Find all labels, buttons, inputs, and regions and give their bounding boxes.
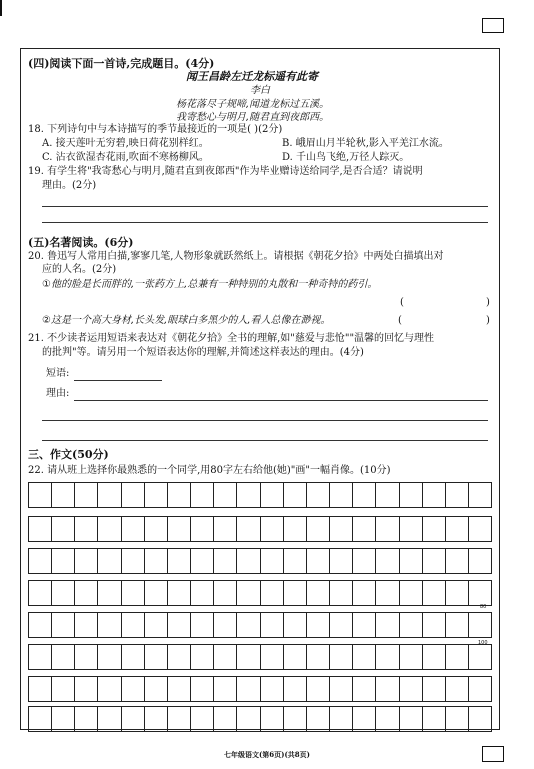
- grid-cell[interactable]: [423, 549, 446, 573]
- grid-cell[interactable]: [52, 707, 75, 731]
- grid-cell[interactable]: [261, 645, 284, 669]
- grid-cell[interactable]: [168, 707, 191, 731]
- grid-cell[interactable]: [98, 613, 121, 637]
- grid-cell[interactable]: [168, 581, 191, 605]
- grid-cell[interactable]: [52, 677, 75, 701]
- grid-cell[interactable]: [400, 581, 423, 605]
- grid-cell[interactable]: [446, 549, 469, 573]
- left-edge-mark: [0, 0, 2, 16]
- grid-cell[interactable]: [214, 517, 237, 541]
- grid-row: [28, 548, 492, 574]
- grid-row: [28, 644, 492, 670]
- grid-cell[interactable]: [122, 581, 145, 605]
- grid-cell[interactable]: [469, 707, 491, 731]
- q18-option-c: C. 沾衣欲湿杏花雨,吹面不寒杨柳风。: [42, 152, 209, 163]
- q21-reason-line-1[interactable]: [74, 400, 488, 401]
- grid-cell[interactable]: [75, 483, 98, 507]
- q20-stem-line1: 20. 鲁迅写人常用白描,寥寥几笔,人物形象就跃然纸上。请根据《朝花夕拾》中两处白描填出对: [28, 251, 444, 262]
- grid-cell[interactable]: [376, 677, 399, 701]
- grid-cell[interactable]: [29, 677, 52, 701]
- grid-cell[interactable]: [52, 613, 75, 637]
- grid-cell[interactable]: [214, 483, 237, 507]
- grid-cell[interactable]: [469, 645, 491, 669]
- grid-cell[interactable]: [122, 613, 145, 637]
- grid-cell[interactable]: [29, 645, 52, 669]
- grid-cell[interactable]: [214, 677, 237, 701]
- grid-cell[interactable]: [122, 677, 145, 701]
- grid-cell[interactable]: [98, 483, 121, 507]
- grid-cell[interactable]: [261, 677, 284, 701]
- grid-row: [28, 706, 492, 732]
- q18-option-b: B. 峨眉山月半轮秋,影入平羌江水流。: [282, 138, 449, 149]
- grid-cell[interactable]: [122, 645, 145, 669]
- grid-cell[interactable]: [145, 581, 168, 605]
- q21-stem-line2: 的批判"等。请另用一个短语表达你的理解,并简述这样表达的理由。(4分): [42, 347, 364, 358]
- grid-cell[interactable]: [191, 613, 214, 637]
- grid-cell[interactable]: [469, 483, 491, 507]
- q19-stem-line2: 理由。(2分): [42, 180, 97, 191]
- grid-cell[interactable]: [122, 517, 145, 541]
- grid-cell[interactable]: [307, 707, 330, 731]
- grid-cell[interactable]: [52, 549, 75, 573]
- grid-cell[interactable]: [191, 645, 214, 669]
- grid-cell[interactable]: [307, 581, 330, 605]
- grid-cell[interactable]: [237, 581, 260, 605]
- grid-cell[interactable]: [307, 645, 330, 669]
- grid-cell[interactable]: [284, 581, 307, 605]
- grid-cell[interactable]: [446, 707, 469, 731]
- grid-cell[interactable]: [214, 549, 237, 573]
- grid-cell[interactable]: [469, 549, 491, 573]
- poem-title: 闻王昌龄左迁龙标遥有此寄: [186, 70, 318, 83]
- poem-line-2: 我寄愁心与明月,随君直到夜郎西。: [176, 112, 330, 123]
- grid-cell[interactable]: [307, 677, 330, 701]
- grid-cell[interactable]: [145, 549, 168, 573]
- grid-cell[interactable]: [261, 549, 284, 573]
- grid-cell[interactable]: [423, 517, 446, 541]
- grid-cell[interactable]: [122, 483, 145, 507]
- q20-item2-paren-open[interactable]: (: [398, 315, 402, 326]
- grid-cell[interactable]: [353, 549, 376, 573]
- grid-cell[interactable]: [376, 613, 399, 637]
- section5-heading: (五)名著阅读。(6分): [28, 236, 134, 249]
- grid-cell[interactable]: [469, 677, 491, 701]
- word-count-100: 100: [478, 640, 488, 646]
- grid-cell[interactable]: [423, 613, 446, 637]
- grid-cell[interactable]: [52, 517, 75, 541]
- q21-reason-line-2[interactable]: [42, 420, 488, 421]
- grid-cell[interactable]: [400, 517, 423, 541]
- grid-cell[interactable]: [423, 677, 446, 701]
- grid-cell[interactable]: [376, 581, 399, 605]
- q21-reason-line-3[interactable]: [42, 440, 488, 441]
- grid-cell[interactable]: [376, 707, 399, 731]
- grid-cell[interactable]: [353, 517, 376, 541]
- q21-stem-line1: 21. 不少读者运用短语来表达对《朝花夕拾》全书的理解,如"慈爱与悲怆""温馨的回忆与理性: [28, 333, 435, 344]
- q20-item1-paren-close: ): [486, 297, 490, 308]
- grid-cell[interactable]: [145, 483, 168, 507]
- grid-row: [28, 580, 492, 606]
- grid-cell[interactable]: [423, 645, 446, 669]
- grid-cell[interactable]: [191, 517, 214, 541]
- grid-row: [28, 516, 492, 542]
- grid-cell[interactable]: [52, 483, 75, 507]
- grid-cell[interactable]: [400, 645, 423, 669]
- grid-cell[interactable]: [75, 581, 98, 605]
- grid-cell[interactable]: [237, 707, 260, 731]
- q18-option-a: A. 接天莲叶无穷碧,映日荷花别样红。: [42, 138, 209, 149]
- grid-cell[interactable]: [353, 483, 376, 507]
- grid-cell[interactable]: [330, 613, 353, 637]
- grid-cell[interactable]: [98, 549, 121, 573]
- grid-cell[interactable]: [75, 707, 98, 731]
- grid-cell[interactable]: [29, 549, 52, 573]
- grid-cell[interactable]: [237, 645, 260, 669]
- grid-cell[interactable]: [400, 707, 423, 731]
- grid-cell[interactable]: [237, 677, 260, 701]
- poem-line-1: 杨花落尽子规啼,闻道龙标过五溪。: [176, 99, 330, 110]
- q20-stem-line2: 应的人名。(2分): [42, 264, 117, 275]
- grid-cell[interactable]: [261, 517, 284, 541]
- grid-cell[interactable]: [330, 517, 353, 541]
- grid-cell[interactable]: [168, 645, 191, 669]
- grid-cell[interactable]: [122, 707, 145, 731]
- poem-author: 李白: [250, 85, 270, 96]
- grid-cell[interactable]: [98, 707, 121, 731]
- grid-cell[interactable]: [29, 483, 52, 507]
- section3-heading: 三、作文(50分): [28, 448, 109, 461]
- grid-cell[interactable]: [52, 645, 75, 669]
- grid-cell[interactable]: [168, 549, 191, 573]
- q20-item-1: ①他的脸是长而胖的,一张药方上,总兼有一种特别的丸散和一种奇特的药引。: [42, 279, 378, 290]
- grid-cell[interactable]: [261, 707, 284, 731]
- grid-row: [28, 676, 492, 702]
- word-count-80: 80: [480, 604, 487, 610]
- grid-cell[interactable]: [98, 581, 121, 605]
- q22-stem: 22. 请从班上选择你最熟悉的一个同学,用80字左右给他(她)"画"一幅肖像。(10分): [28, 465, 391, 476]
- grid-cell[interactable]: [191, 483, 214, 507]
- grid-cell[interactable]: [446, 517, 469, 541]
- q21-reason-label: 理由:: [46, 388, 70, 399]
- q20-item2-paren-close: ): [486, 315, 490, 326]
- grid-cell[interactable]: [75, 549, 98, 573]
- grid-cell[interactable]: [330, 483, 353, 507]
- grid-cell[interactable]: [237, 483, 260, 507]
- grid-cell[interactable]: [29, 517, 52, 541]
- q19-answer-line-1[interactable]: [42, 206, 488, 207]
- grid-cell[interactable]: [330, 677, 353, 701]
- grid-cell[interactable]: [191, 677, 214, 701]
- grid-cell[interactable]: [376, 483, 399, 507]
- grid-row: [28, 612, 492, 638]
- grid-cell[interactable]: [469, 613, 491, 637]
- grid-cell[interactable]: [52, 581, 75, 605]
- q18-stem: 18. 下列诗句中与本诗描写的季节最接近的一项是( )(2分): [28, 124, 283, 135]
- grid-cell[interactable]: [284, 707, 307, 731]
- grid-cell[interactable]: [145, 517, 168, 541]
- grid-cell[interactable]: [400, 613, 423, 637]
- q18-option-d: D. 千山鸟飞绝,万径人踪灭。: [282, 152, 410, 163]
- grid-cell[interactable]: [191, 549, 214, 573]
- grid-cell[interactable]: [75, 613, 98, 637]
- grid-cell[interactable]: [214, 581, 237, 605]
- q20-item-2: ②这是一个高大身材,长头发,眼球白多黑少的人,看人总像在渺视。: [42, 315, 331, 326]
- grid-cell[interactable]: [353, 581, 376, 605]
- q21-phrase-line[interactable]: [74, 380, 162, 381]
- grid-cell[interactable]: [168, 517, 191, 541]
- grid-cell[interactable]: [284, 549, 307, 573]
- grid-cell[interactable]: [98, 677, 121, 701]
- grid-cell[interactable]: [284, 483, 307, 507]
- grid-cell[interactable]: [376, 549, 399, 573]
- grid-cell[interactable]: [446, 645, 469, 669]
- page-footer: 七年级语文(第6页)(共8页): [224, 750, 310, 759]
- grid-cell[interactable]: [330, 707, 353, 731]
- corner-box-top-right: [482, 18, 504, 33]
- grid-cell[interactable]: [122, 549, 145, 573]
- grid-cell[interactable]: [237, 549, 260, 573]
- grid-cell[interactable]: [446, 483, 469, 507]
- grid-cell[interactable]: [29, 613, 52, 637]
- grid-cell[interactable]: [400, 549, 423, 573]
- grid-cell[interactable]: [145, 707, 168, 731]
- grid-cell[interactable]: [191, 707, 214, 731]
- grid-cell[interactable]: [469, 517, 491, 541]
- grid-cell[interactable]: [330, 549, 353, 573]
- grid-cell[interactable]: [29, 581, 52, 605]
- grid-cell[interactable]: [191, 581, 214, 605]
- grid-cell[interactable]: [353, 613, 376, 637]
- grid-cell[interactable]: [446, 581, 469, 605]
- grid-cell[interactable]: [214, 613, 237, 637]
- grid-cell[interactable]: [330, 645, 353, 669]
- section4-heading: (四)阅读下面一首诗,完成题目。(4分): [28, 57, 215, 70]
- grid-cell[interactable]: [469, 581, 491, 605]
- grid-cell[interactable]: [423, 707, 446, 731]
- grid-cell[interactable]: [446, 613, 469, 637]
- q21-phrase-label: 短语:: [46, 368, 70, 379]
- grid-cell[interactable]: [376, 517, 399, 541]
- grid-cell[interactable]: [168, 677, 191, 701]
- grid-cell[interactable]: [145, 613, 168, 637]
- grid-cell[interactable]: [98, 645, 121, 669]
- grid-cell[interactable]: [307, 549, 330, 573]
- grid-cell[interactable]: [214, 707, 237, 731]
- grid-row: [28, 482, 492, 508]
- grid-cell[interactable]: [75, 677, 98, 701]
- grid-cell[interactable]: [75, 645, 98, 669]
- grid-cell[interactable]: [284, 517, 307, 541]
- grid-cell[interactable]: [423, 483, 446, 507]
- grid-cell[interactable]: [353, 677, 376, 701]
- grid-cell[interactable]: [168, 613, 191, 637]
- grid-cell[interactable]: [400, 483, 423, 507]
- q19-stem-line1: 19. 有学生将"我寄愁心与明月,随君直到夜郎西"作为毕业赠诗送给同学,是否合适？请说明: [28, 166, 423, 177]
- q19-answer-line-2[interactable]: [42, 222, 488, 223]
- grid-cell[interactable]: [307, 613, 330, 637]
- grid-cell[interactable]: [307, 483, 330, 507]
- grid-cell[interactable]: [261, 483, 284, 507]
- grid-cell[interactable]: [423, 581, 446, 605]
- grid-cell[interactable]: [446, 677, 469, 701]
- grid-cell[interactable]: [145, 645, 168, 669]
- grid-cell[interactable]: [98, 517, 121, 541]
- grid-cell[interactable]: [353, 707, 376, 731]
- grid-cell[interactable]: [284, 613, 307, 637]
- grid-cell[interactable]: [261, 581, 284, 605]
- grid-cell[interactable]: [214, 645, 237, 669]
- grid-cell[interactable]: [284, 677, 307, 701]
- grid-cell[interactable]: [168, 483, 191, 507]
- grid-cell[interactable]: [75, 517, 98, 541]
- grid-cell[interactable]: [353, 645, 376, 669]
- grid-cell[interactable]: [284, 645, 307, 669]
- grid-cell[interactable]: [237, 517, 260, 541]
- grid-cell[interactable]: [400, 677, 423, 701]
- grid-cell[interactable]: [145, 677, 168, 701]
- grid-cell[interactable]: [307, 517, 330, 541]
- grid-cell[interactable]: [330, 581, 353, 605]
- grid-cell[interactable]: [261, 613, 284, 637]
- grid-cell[interactable]: [237, 613, 260, 637]
- q20-item1-paren-open[interactable]: (: [400, 297, 404, 308]
- grid-cell[interactable]: [29, 707, 52, 731]
- grid-cell[interactable]: [376, 645, 399, 669]
